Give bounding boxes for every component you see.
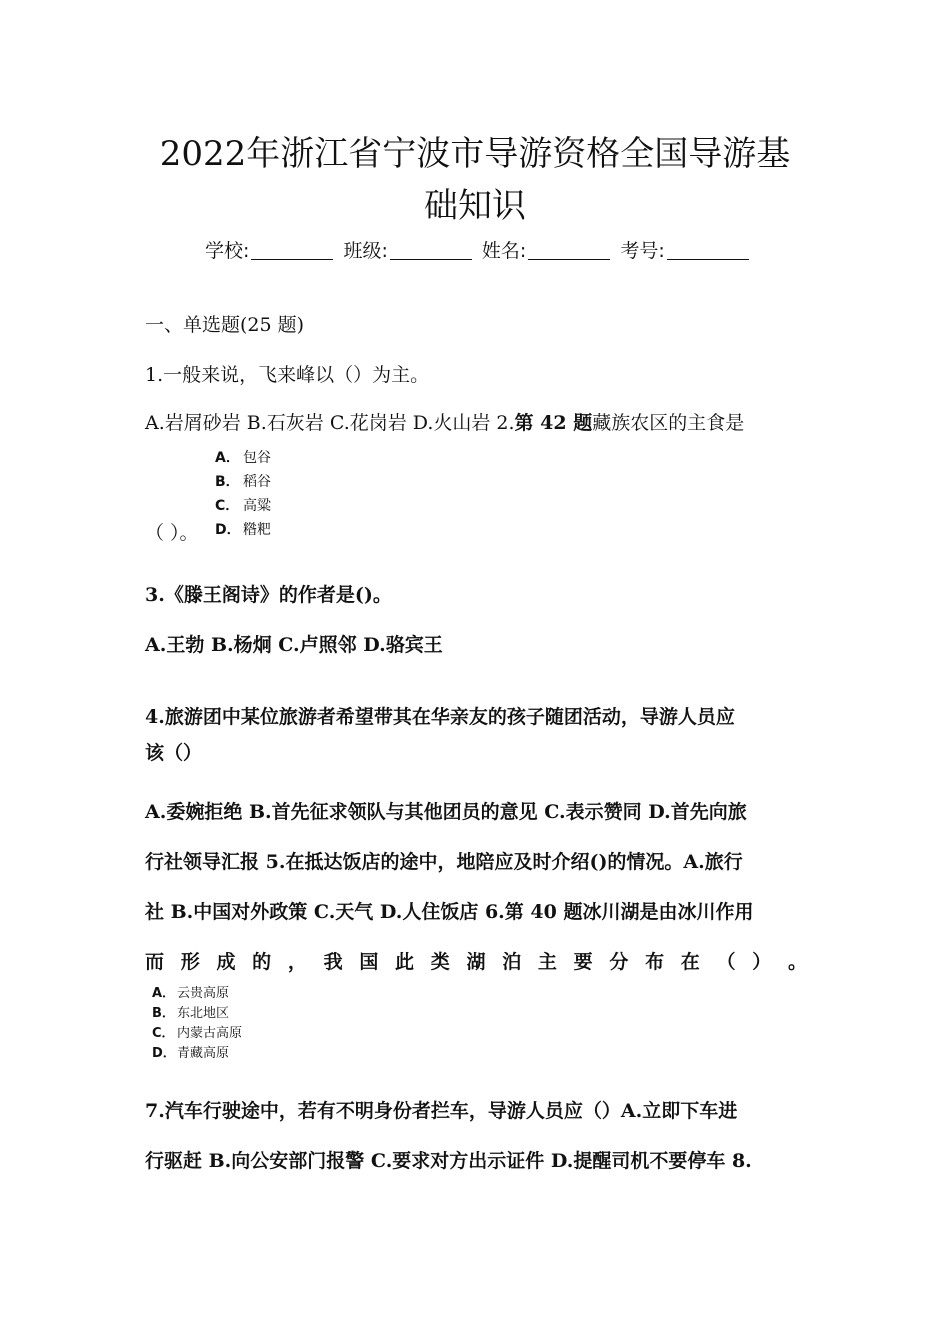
question-6-option-d: D．青藏高原 bbox=[152, 1046, 230, 1061]
question-3-stem: 3.《滕王阁诗》的作者是()。 bbox=[145, 584, 392, 606]
spread-char: 。 bbox=[787, 951, 807, 973]
question-4-stem-line-1: 4.旅游团中某位旅游者希望带其在华亲友的孩子随团活动，导游人员应 bbox=[145, 706, 735, 728]
spread-char: 类 bbox=[430, 951, 450, 973]
spread-char: 我 bbox=[323, 951, 343, 973]
question-6-option-a: A． 云贵高原 bbox=[152, 986, 230, 1001]
number-label: 考号: bbox=[620, 240, 665, 262]
spread-char: 形 bbox=[180, 951, 200, 973]
spread-char: 国 bbox=[359, 951, 379, 973]
section-heading: 一、单选题(25 题) bbox=[145, 314, 305, 336]
name-blank bbox=[528, 258, 610, 260]
spread-char: ） bbox=[752, 951, 772, 973]
question-2-stem: 藏族农区的主食是 bbox=[592, 412, 745, 434]
question-2-option-b: B． 稻谷 bbox=[215, 474, 271, 490]
question-2-option-d: D． 糌粑 bbox=[215, 522, 271, 538]
question-4-stem-line-2: 该（） bbox=[145, 742, 203, 764]
spread-char: 泊 bbox=[502, 951, 522, 973]
question-2-end: （ ）。 bbox=[145, 522, 199, 544]
page-title bbox=[120, 128, 830, 232]
title-line-2: 础知识 bbox=[424, 186, 526, 226]
class-label: 班级: bbox=[343, 240, 388, 262]
question-6-stem-end bbox=[145, 947, 807, 977]
spread-char: ， bbox=[287, 951, 307, 973]
student-info-row bbox=[205, 236, 765, 266]
question-2-option-c: C． 高粱 bbox=[215, 498, 271, 514]
spread-char: 主 bbox=[537, 951, 557, 973]
class-blank bbox=[390, 258, 472, 260]
question-1-options bbox=[145, 408, 810, 438]
spread-char: 此 bbox=[395, 951, 415, 973]
school-label: 学校: bbox=[205, 240, 250, 262]
question-7-line-1: 7.汽车行驶途中，若有不明身份者拦车，导游人员应（）A.立即下车进 bbox=[145, 1100, 738, 1122]
spread-char: （ bbox=[716, 951, 736, 973]
question-2-option-a: A． 包谷 bbox=[215, 450, 271, 466]
spread-char: 成 bbox=[216, 951, 236, 973]
question-3-options: A.王勃 B.杨炯 C.卢照邻 D.骆宾王 bbox=[145, 634, 443, 656]
school-blank bbox=[251, 258, 333, 260]
question-6-option-b: B． 东北地区 bbox=[152, 1006, 230, 1021]
spread-char: 分 bbox=[609, 951, 629, 973]
question-4-options-line: A.委婉拒绝 B.首先征求领队与其他团员的意见 C.表示赞同 D.首先向旅 bbox=[145, 801, 747, 823]
question-7-line-2: 行驱赶 B.向公安部门报警 C.要求对方出示证件 D.提醒司机不要停车 8. bbox=[145, 1150, 752, 1172]
question-2-number: 第 42 题 bbox=[514, 412, 593, 434]
question-6-option-c: C． 内蒙古高原 bbox=[152, 1026, 243, 1041]
question-5-line: 行社领导汇报 5.在抵达饭店的途中，地陪应及时介绍()的情况。A.旅行 bbox=[145, 851, 743, 873]
spread-char: 而 bbox=[145, 951, 165, 973]
spread-char: 在 bbox=[680, 951, 700, 973]
spread-char: 湖 bbox=[466, 951, 486, 973]
spread-char: 要 bbox=[573, 951, 593, 973]
name-label: 姓名: bbox=[481, 240, 527, 262]
spread-char: 布 bbox=[645, 951, 665, 973]
number-blank bbox=[667, 258, 749, 260]
question-1-stem: 1.一般来说，飞来峰以（）为主。 bbox=[145, 364, 430, 386]
question-6-line: 社 B.中国对外政策 C.天气 D.人住饭店 6.第 40 题冰川湖是由冰川作用 bbox=[145, 901, 754, 923]
question-1-options-text: A.岩屑砂岩 B.石灰岩 C.花岗岩 D.火山岩 2. bbox=[145, 412, 515, 434]
spread-char: 的 bbox=[252, 951, 272, 973]
title-line-1: 2022年浙江省宁波市导游资格全国导游基 bbox=[159, 134, 791, 174]
